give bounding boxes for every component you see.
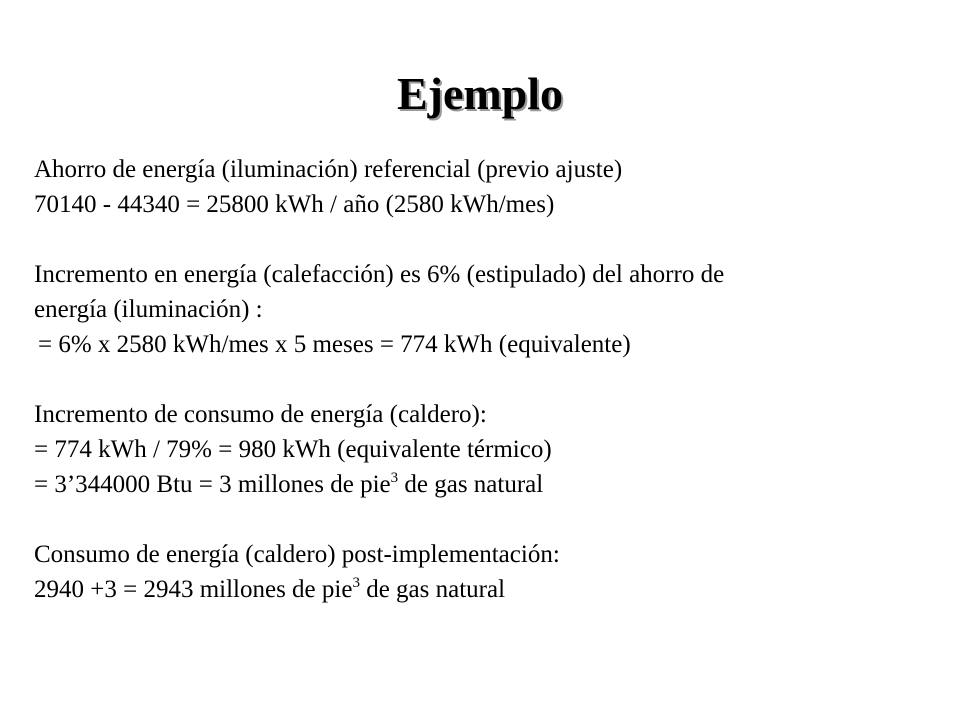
paragraph-spacer [34,222,934,257]
post-implementation-total [34,572,934,607]
boiler-consumption-heading: Incremento de consumo de energía (caldero): [34,401,487,428]
boiler-gas-equivalent-text: = 3’344000 Btu = 3 millones de pie [34,471,391,498]
cubic-superscript: 3 [390,470,399,486]
heating-increase-statement-continued: energía (iluminación) : [34,296,263,323]
slide-title: Ejemplo [396,68,564,119]
heating-increase-calculation: = 6% x 2580 kWh/mes x 5 meses = 774 kWh (equivalente) [38,331,631,358]
energy-savings-calculation: 70140 - 44340 = 25800 kWh / año (2580 kWh/mes) [34,191,555,218]
post-implementation-heading: Consumo de energía (caldero) post-implementación: [34,541,560,568]
energy-savings-heading: Ahorro de energía (iluminación) referencial (previo ajuste) [34,156,623,183]
cubic-superscript: 3 [352,575,360,591]
slide-body [34,152,934,607]
boiler-thermal-equivalent: = 774 kWh / 79% = 980 kWh (equivalente térmico) [34,436,552,463]
paragraph-spacer [34,502,934,537]
boiler-gas-equivalent [34,467,934,502]
post-implementation-total-unit: de gas natural [359,576,506,603]
paragraph-spacer [34,362,934,397]
heating-increase-statement: Incremento en energía (calefacción) es 6% (estipulado) del ahorro de [34,261,725,288]
boiler-gas-equivalent-unit: de gas natural [398,471,544,498]
post-implementation-total-text: 2940 +3 = 2943 millones de pie [34,576,353,603]
